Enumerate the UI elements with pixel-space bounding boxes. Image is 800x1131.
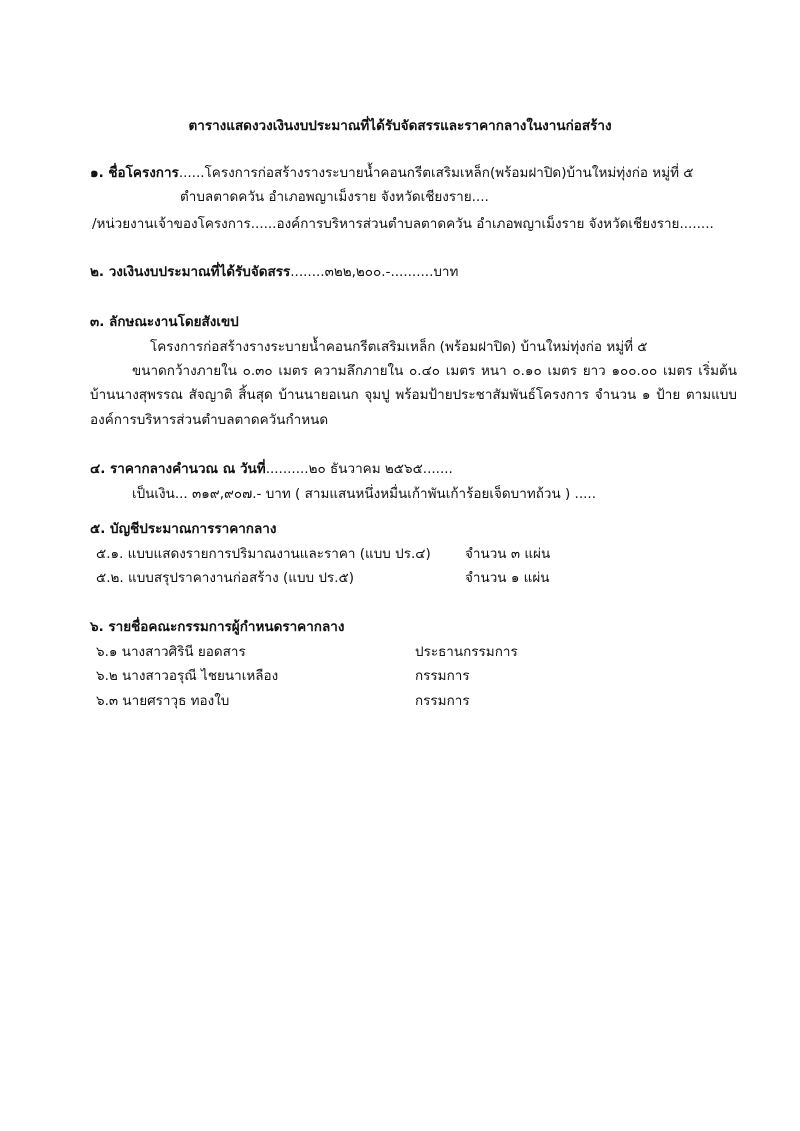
project-owner: /หน่วยงานเจ้าของโครงการ......องค์การบริหารส่วนตำบลตาดควัน อำเภอพญาเม็งราย จังหวัดเชียงราย........ <box>92 216 714 232</box>
section-5-heading: ๕. บัญชีประมาณการราคากลาง <box>90 521 277 537</box>
estimate-item-label: ๕.๒. แบบสรุปราคางานก่อสร้าง (แบบ ปร.๕) <box>96 570 354 586</box>
section-1-line-1 <box>90 163 694 183</box>
work-description-line-3: บ้านนางสุพรรณ สัจญาติ สิ้นสุด บ้านนายอเนก จุมปู พร้อมป้ายประชาสัมพันธ์โครงการ จำนวน ๑ ป้าย ตามแบบ <box>90 387 737 403</box>
budget-value: ........๓๒๒,๒๐๐.-..........บาท <box>290 264 459 280</box>
section-4-heading: ๔. ราคากลางคำนวณ ณ วันที่ <box>90 461 266 477</box>
committee-member-name: ๖.๒ นางสาวอรุณี ไชยนาเหลือง <box>96 668 279 684</box>
work-description-line-4: องค์การบริหารส่วนตำบลตาดควันกำหนด <box>90 412 329 428</box>
estimate-item-label: ๕.๑. แบบแสดงรายการปริมาณงานและราคา (แบบ ปร.๔) <box>96 546 431 562</box>
project-location: ตำบลตาดควัน อำเภอพญาเม็งราย จังหวัดเชียงราย.... <box>180 189 489 205</box>
section-2-line <box>90 262 458 282</box>
committee-member-role: กรรมการ <box>415 668 470 684</box>
reference-price: เป็นเงิน... ๓๑๙,๙๐๗.- บาท ( สามแสนหนึ่งหมื่นเก้าพันเก้าร้อยเจ็ดบาทถ้วน ) ..... <box>132 486 597 502</box>
committee-member-role: ประธานกรรมการ <box>415 644 518 660</box>
committee-member-role: กรรมการ <box>415 693 470 709</box>
section-4-line <box>90 459 453 479</box>
estimate-item-qty: จำนวน ๑ แผ่น <box>465 570 550 586</box>
section-2-heading: ๒. วงเงินงบประมาณที่ได้รับจัดสรร <box>90 264 291 280</box>
work-description-line-2: ขนาดกว้างภายใน ๐.๓๐ เมตร ความลึกภายใน ๐.๔๐ เมตร หนา ๐.๑๐ เมตร ยาว ๑๐๐.๐๐ เมตร เริ่มต้น <box>132 363 737 379</box>
estimate-item-qty: จำนวน ๓ แผ่น <box>465 546 551 562</box>
document-title: ตารางแสดงวงเงินงบประมาณที่ได้รับจัดสรรและราคากลางในงานก่อสร้าง <box>188 118 612 134</box>
section-6-heading: ๖. รายชื่อคณะกรรมการผู้กำหนดราคากลาง <box>90 619 345 635</box>
section-1-heading: ๑. ชื่อโครงการ <box>90 165 179 181</box>
project-name: ......โครงการก่อสร้างรางระบายน้ำคอนกรีตเสริมเหล็ก(พร้อมฝาปิด)บ้านใหม่ทุ่งก่อ หมู่ที่ ๕ <box>178 165 694 181</box>
committee-member-name: ๖.๓ นายศราวุธ ทองใบ <box>96 693 230 709</box>
committee-member-name: ๖.๑ นางสาวศิรินี ยอดสาร <box>96 644 246 660</box>
work-description-line-1: โครงการก่อสร้างรางระบายน้ำคอนกรีตเสริมเหล็ก (พร้อมฝาปิด) บ้านใหม่ทุ่งก่อ หมู่ที่ ๕ <box>150 339 648 355</box>
section-3-heading: ๓. ลักษณะงานโดยสังเขป <box>90 314 239 330</box>
reference-date: ..........๒๐ ธันวาคม ๒๕๖๕....... <box>265 461 453 477</box>
